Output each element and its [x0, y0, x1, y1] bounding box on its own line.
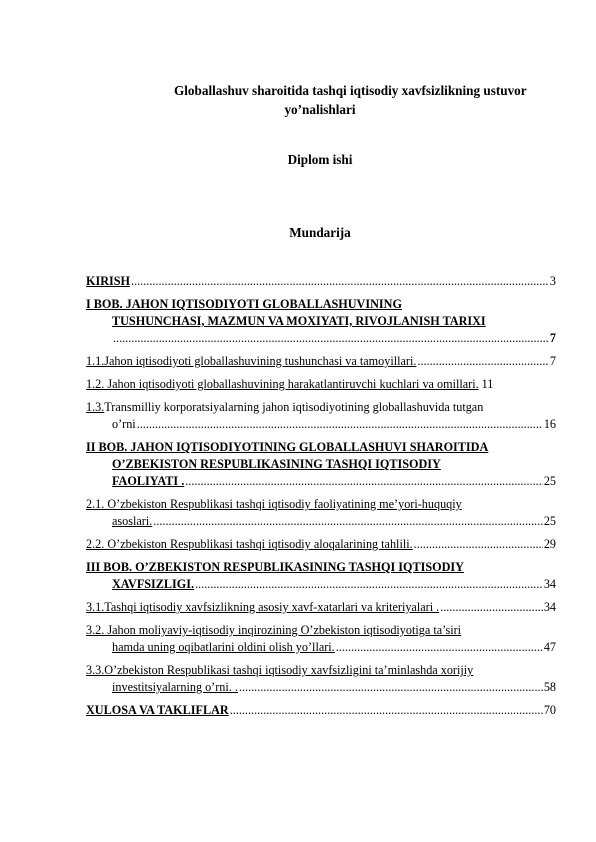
toc-entry-chapter-2[interactable]	[86, 439, 556, 490]
toc-page-number: 25	[543, 474, 556, 488]
toc-entry-title: 2.2. O’zbekiston Respublikasi tashqi iqtisodiy aloqalarining tahlili.	[86, 537, 413, 551]
toc-entry-title: 2.1. O’zbekiston Respublikasi tashqi iqtisodiy faoliyatining me’yori-huquqiy	[86, 497, 462, 511]
toc-leader-dots	[414, 536, 543, 553]
toc-entry-section-1-3[interactable]	[86, 399, 556, 433]
toc-entry-title: 1.1.Jahon iqtisodiyoti globallashuvining tushunchasi va tamoyillari.	[86, 354, 417, 368]
toc-page-number: 47	[543, 640, 556, 654]
toc-leader-dots	[239, 679, 543, 696]
toc-entry-title-cont: O’ZBEKISTON RESPUBLIKASINING TASHQI IQTISODIY	[112, 457, 441, 471]
toc-entry-section-3-1[interactable]	[86, 599, 556, 616]
toc-leader-dots	[131, 273, 549, 290]
toc-page-number: 34	[543, 600, 556, 614]
toc-leader-dots	[417, 353, 549, 370]
toc-entry-title-cont: investitsiyalarning o’rni. .	[112, 680, 238, 694]
toc-page-number: 25	[543, 514, 556, 528]
toc-entry-conclusion[interactable]	[86, 702, 556, 719]
toc-page-number: 34	[543, 577, 556, 591]
toc-entry-number: 1.3.	[86, 400, 105, 414]
toc-entry-title-cont: XAVFSIZLIGI.	[112, 577, 195, 591]
toc-leader-dots	[440, 599, 543, 616]
toc-entry-title: XULOSA VA TAKLIFLAR	[86, 703, 229, 717]
document-title	[84, 81, 556, 119]
toc-entry-title-cont: asoslari.	[112, 514, 153, 528]
toc-entry-number: 3.3.	[86, 663, 105, 677]
toc-page-number: 70	[543, 703, 556, 717]
toc-entry-title: 3.2. Jahon moliyaviy-iqtisodiy inqirozining O’zbekiston iqtisodiyotiga ta’siri	[86, 623, 462, 637]
toc-leader-dots	[336, 639, 543, 656]
toc-page-number: 58	[543, 680, 556, 694]
toc-entry-section-2-1[interactable]	[86, 496, 556, 530]
table-of-contents	[86, 273, 556, 725]
toc-page-number: 16	[543, 417, 556, 431]
toc-leader-dots	[137, 416, 543, 433]
toc-leader-dots	[195, 576, 543, 593]
toc-entry-title: KIRISH	[86, 274, 131, 288]
toc-entry-section-1-2[interactable]	[86, 376, 556, 393]
toc-entry-section-3-3[interactable]	[86, 662, 556, 696]
toc-entry-section-3-2[interactable]	[86, 622, 556, 656]
toc-entry-title-cont: FAOLIYATI .	[112, 474, 185, 488]
toc-leader-dots	[113, 330, 549, 347]
toc-leader-dots	[185, 473, 543, 490]
toc-entry-title: O’zbekiston Respublikasi tashqi iqtisodiy xavfsizligini ta’minlashda xorijiy	[104, 663, 474, 677]
toc-entry-title: II BOB. JAHON IQTISODIYOTINING GLOBALLASHUVI SHAROITIDA	[86, 440, 489, 454]
toc-entry-title: III BOB. O’ZBEKISTON RESPUBLIKASINING TASHQI IQTISODIY	[86, 560, 464, 574]
toc-entry-chapter-3[interactable]	[86, 559, 556, 593]
toc-entry-chapter-1[interactable]	[86, 296, 556, 347]
toc-leader-dots	[230, 702, 543, 719]
toc-page-number: 7	[549, 331, 556, 345]
toc-page-number: 7	[549, 354, 556, 368]
toc-entry-title-cont: o’rni	[112, 417, 136, 431]
toc-entry-section-2-2[interactable]	[86, 536, 556, 553]
toc-entry-title: Transmilliy korporatsiyalarning jahon iqtisodiyotining globallashuvida tutgan	[104, 400, 484, 414]
title-line-1: Globallashuv sharoitida tashqi iqtisodiy xavfsizlikning ustuvor	[174, 83, 527, 98]
toc-entry-title: Tashqi iqtisodiy xavfsizlikning asosiy xavf-xatarlari va kriteriyalari .	[104, 600, 440, 614]
contents-heading: Mundarija	[289, 225, 351, 240]
toc-page-number: 3	[549, 274, 556, 288]
toc-entry-number: 3.1.	[86, 600, 105, 614]
toc-entry-introduction[interactable]	[86, 273, 556, 290]
toc-entry-title-cont: TUSHUNCHASI, MAZMUN VA MOXIYATI, RIVOJLANISH TARIXI	[112, 314, 486, 328]
document-subtitle: Diplom ishi	[287, 152, 353, 167]
toc-entry-title: 1.2. Jahon iqtisodiyoti globallashuvining harakatlantiruvchi kuchlari va omillari.	[86, 377, 479, 391]
toc-entry-title-cont: hamda uning oqibatlarini oldini olish yo’llari.	[112, 640, 335, 654]
title-line-2: yo’nalishlari	[284, 102, 356, 117]
toc-leader-dots	[153, 513, 543, 530]
toc-page-number: 11	[481, 377, 494, 391]
toc-entry-section-1-1[interactable]	[86, 353, 556, 370]
toc-page-number: 29	[543, 537, 556, 551]
toc-entry-title: I BOB. JAHON IQTISODIYOTI GLOBALLASHUVINING	[86, 297, 402, 311]
